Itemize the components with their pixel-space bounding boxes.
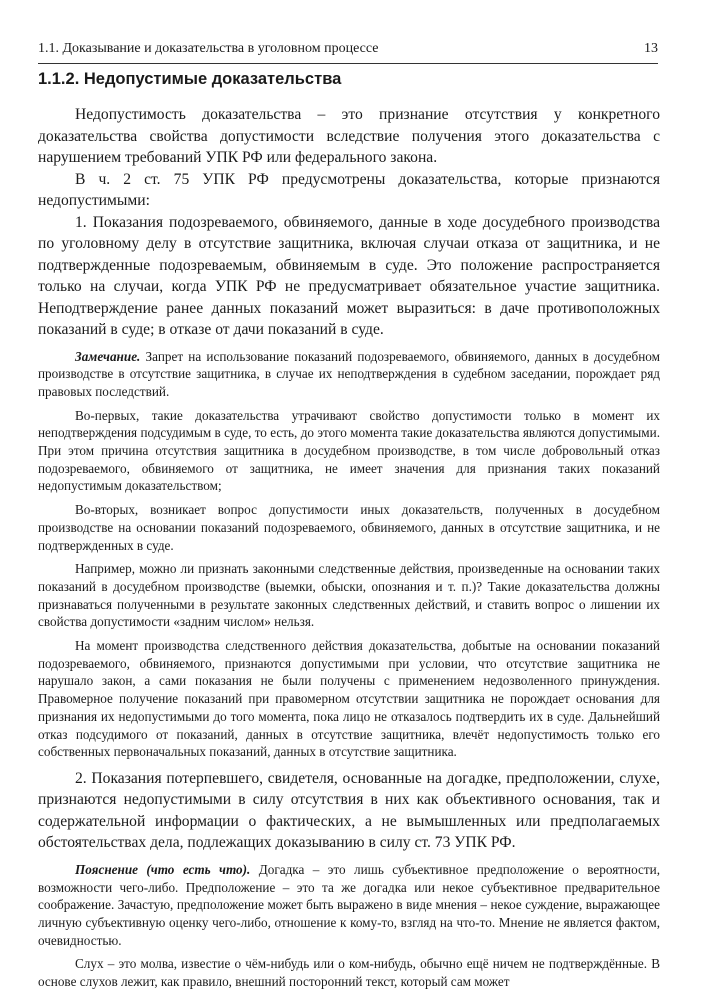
paragraph-note	[38, 348, 660, 401]
explanation-lead-in: Пояснение (что есть что).	[75, 861, 251, 877]
paragraph-item-1: 1. Показания подозреваемого, обвиняемого, данные в ходе досудебного производства по уголовному делу в отсутствие защитника, включая случаи отказа от защитника, и не подтвержденные подозреваемым, обвиняемым в суде. Это положение распространяется только на случаи, когда УПК РФ не предусматривает обязательное участие защитника. Неподтверждение ранее данных показаний может выразиться: в даче противоположных показаний в суде; в отказе от дачи показаний в суде.	[38, 213, 660, 338]
header-rule	[38, 63, 658, 64]
note-text: Запрет на использование показаний подозреваемого, обвиняемого, данных в досудебном производстве в отсутствие защитника, в случае их неподтверждения в судебном заседании, порождает ряд правовых последствий.	[38, 348, 660, 399]
page-number: 13	[644, 41, 658, 56]
paragraph-example: Например, можно ли признать законными следственные действия, произведенные на основании таких показаний в досудебном производстве (выемки, обыски, опознания и т. п.)? Такие доказательства должны признаваться полученными в результате законных следственных действий, и ставить вопрос о лишении их свойства допустимости «задним числом» нельзя.	[38, 561, 660, 630]
paragraph-item-2: 2. Показания потерпевшего, свидетеля, основанные на догадке, предположении, слухе, признаются недопустимыми в силу отсутствия в них как объективного основания, так и содержательной информации о фактических, а не вымышленных или предполагаемых обстоятельствах дела, подлежащих доказыванию в силу ст. 73 УПК РФ.	[38, 769, 660, 852]
body-text	[38, 104, 660, 991]
paragraph-moment: На момент производства следственного действия доказательства, добытые на основании показаний подозреваемого, обвиняемого, признаются допустимыми при условии, что отсутствие защитника не нарушало закон, а сами показания не были получены с применением недозволенного принуждения. Правомерное получение показаний при правомерном отсутствии защитника не порождает основания для признания их недопустимыми до того момента, пока лицо не отказалось подтвердить их в суде. Дальнейший отказ подсудимого от показаний, данных в отсутствие защитника, влечёт недопустимость только его собственных первоначальных показаний, данных в отсутствие защитника.	[38, 638, 660, 760]
paragraph-second: Во-вторых, возникает вопрос допустимости иных доказательств, полученных в досудебном производстве на основании показаний подозреваемого, обвиняемого, данных в отсутствие защитника, и не подтвержденных в суде.	[38, 502, 660, 553]
explanation-text: Догадка – это лишь субъективное предположение о вероятности, возможности чего-либо. Предположение – это та же догадка или некое субъективное предварительное соображение. Зачастую, предположение может быть выражено в виде мнения – некое суждение, выражающее личную субъективную оценку чего-либо, отношение к кому-то, взгляд на что-то. Мнение не является фактом, очевидностью.	[38, 861, 661, 948]
paragraph-definition: Недопустимость доказательства – это признание отсутствия у конкретного доказательства свойства допустимости вследствие получения этого доказательства с нарушением требований УПК РФ или федерального закона.	[38, 106, 660, 166]
paragraph-rumor: Слух – это молва, известие о чём-нибудь или о ком-нибудь, обычно ещё ничем не подтверждённые. В основе слухов лежит, как правило, внешний посторонний текст, который сам может	[38, 956, 660, 990]
paragraph-first: Во-первых, такие доказательства утрачивают свойство допустимости только в момент их неподтверждения подсудимым в суде, то есть, до этого момента такие доказательства являются допустимыми. При этом причина отсутствия защитника в досудебном производстве, в том числе добровольный отказ подозреваемого, обвиняемого от защитника, не имеет значения для признания таких показаний недопустимым доказательством;	[38, 407, 660, 494]
section-title: 1.1.2. Недопустимые доказательства	[38, 70, 342, 88]
running-header	[38, 40, 658, 58]
paragraph-explanation	[38, 861, 660, 950]
note-lead-in: Замечание.	[75, 348, 141, 364]
paragraph-list-intro: В ч. 2 ст. 75 УПК РФ предусмотрены доказательства, которые признаются недопустимыми:	[38, 170, 660, 209]
running-title: 1.1. Доказывание и доказательства в уголовном процессе	[38, 41, 379, 56]
